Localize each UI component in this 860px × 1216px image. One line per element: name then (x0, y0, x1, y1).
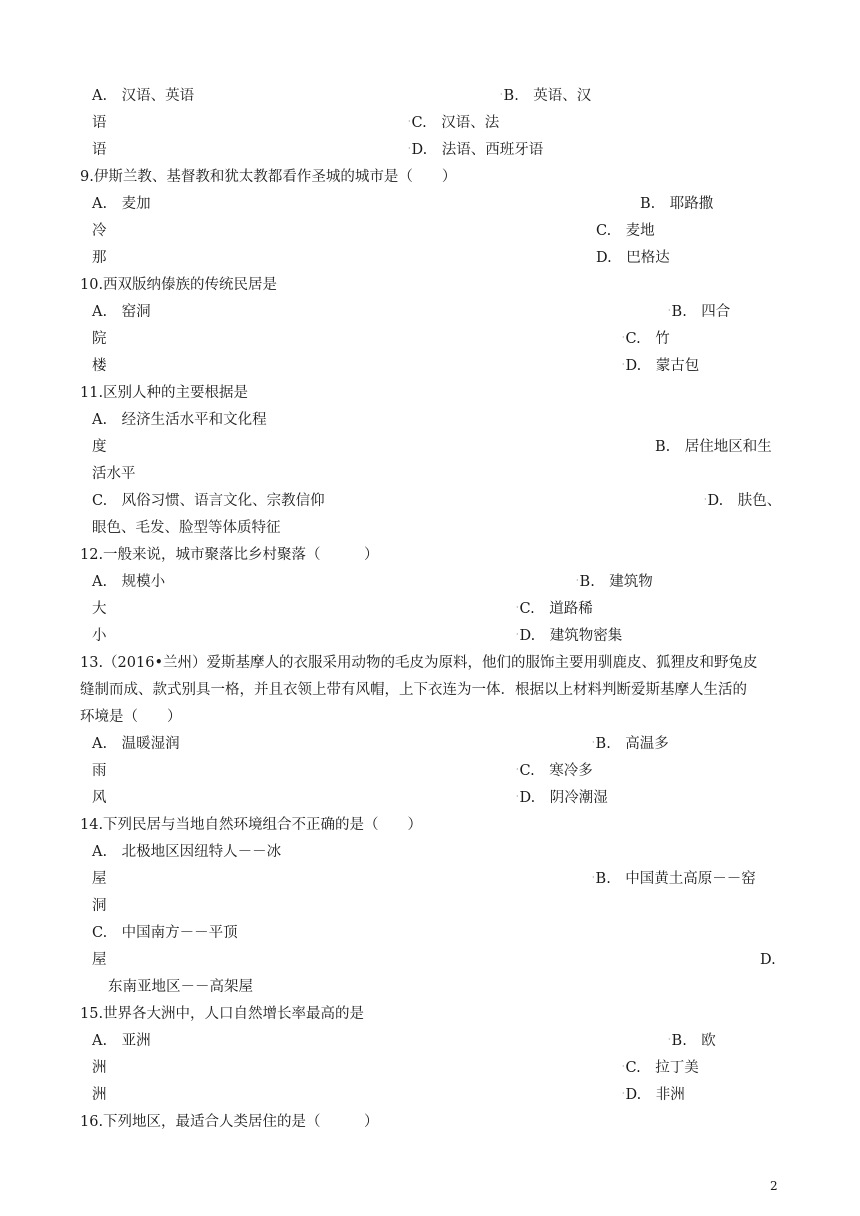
q14-option-a: A. 北极地区因纽特人－－冰 (92, 844, 282, 860)
q10-stem: 10.西双版纳傣族的传统民居是 (80, 277, 278, 293)
q13-option-d: · D. 阴冷潮湿 (516, 789, 608, 809)
q10-option-c: · C. 竹 (622, 330, 670, 350)
q10-option-b: · B. 四合 (668, 303, 730, 323)
page-number: 2 (770, 1179, 778, 1193)
q9-option-d: D. 巴格达 (596, 250, 670, 266)
q15-wrap-2: 洲 (92, 1087, 107, 1103)
q11-wrap-3: 眼色、毛发、脸型等体质特征 (92, 520, 281, 536)
q13-wrap-1: 雨 (92, 763, 107, 779)
q15-option-d: · D. 非洲 (622, 1086, 685, 1106)
q10-option-a: A. 窑洞 (92, 304, 151, 320)
q11-stem: 11.区别人种的主要根据是 (80, 385, 249, 401)
q14-wrap-2: 洞 (92, 898, 107, 914)
q14-wrap-4: 东南亚地区－－高架屋 (108, 979, 253, 995)
q9-option-c: C. 麦地 (596, 223, 655, 239)
q8-wrap-2: 语 (92, 142, 107, 158)
q8-option-a: A. 汉语、英语 (92, 88, 195, 104)
q13-option-a: A. 温暖湿润 (92, 736, 180, 752)
q13-wrap-2: 风 (92, 790, 107, 806)
q9-wrap-2: 那 (92, 250, 107, 266)
q10-option-d: · D. 蒙古包 (622, 357, 699, 377)
q15-option-b: · B. 欧 (668, 1032, 716, 1052)
q14-option-c: C. 中国南方－－平顶 (92, 925, 238, 941)
q12-option-b: · B. 建筑物 (576, 573, 653, 593)
q15-wrap-1: 洲 (92, 1060, 107, 1076)
q12-stem: 12.一般来说，城市聚落比乡村聚落（ ） (80, 547, 379, 563)
q12-wrap-1: 大 (92, 601, 107, 617)
q11-option-a: A. 经济生活水平和文化程 (92, 412, 267, 428)
q11-wrap-2: 活水平 (92, 466, 136, 482)
q15-stem: 15.世界各大洲中，人口自然增长率最高的是 (80, 1006, 365, 1022)
q9-option-a: A. 麦加 (92, 196, 151, 212)
q9-option-b: B. 耶路撒 (640, 196, 714, 212)
q13-option-c: · C. 寒冷多 (516, 762, 593, 782)
q14-option-d: D. (760, 952, 776, 968)
q14-stem: 14.下列民居与当地自然环境组合不正确的是（ ） (80, 817, 423, 833)
q12-option-d: · D. 建筑物密集 (516, 627, 622, 647)
q12-option-a: A. 规模小 (92, 574, 166, 590)
q11-wrap-1: 度 (92, 439, 107, 455)
q15-option-c: · C. 拉丁美 (622, 1059, 699, 1079)
q11-option-d: · D. 肤色、 (704, 492, 781, 512)
q11-option-b: B. 居住地区和生 (655, 439, 772, 455)
q14-option-b: · B. 中国黄土高原－－窑 (592, 870, 756, 890)
q11-option-c: C. 风俗习惯、语言文化、宗教信仰 (92, 493, 325, 509)
q8-option-c: · C. 汉语、法 (408, 114, 499, 134)
q13-stem-line-2: 缝制而成、款式别具一格，并且衣领上带有风帽，上下衣连为一体．根据以上材料判断爱斯基摩人生活的 (80, 682, 747, 698)
q8-wrap-1: 语 (92, 115, 107, 131)
q8-option-b: · B. 英语、汉 (500, 87, 591, 107)
q14-wrap-3: 屋 (92, 952, 107, 968)
q15-option-a: A. 亚洲 (92, 1033, 151, 1049)
q8-option-d: · D. 法语、西班牙语 (408, 141, 543, 161)
q16-stem: 16.下列地区，最适合人类居住的是（ ） (80, 1114, 379, 1130)
q9-wrap-1: 冷 (92, 223, 107, 239)
q10-wrap-2: 楼 (92, 358, 107, 374)
q13-option-b: · B. 高温多 (592, 735, 669, 755)
q10-wrap-1: 院 (92, 331, 107, 347)
q12-option-c: · C. 道路稀 (516, 600, 593, 620)
q13-stem-line-1: 13.（2016•兰州）爱斯基摩人的衣服采用动物的毛皮为原料，他们的服饰主要用驯鹿皮、狐狸皮和野兔皮 (80, 655, 758, 671)
q13-stem-line-3: 环境是（ ） (80, 709, 182, 725)
q14-wrap-1: 屋 (92, 871, 107, 887)
q9-stem: 9.伊斯兰教、基督教和犹太教都看作圣城的城市是（ ） (80, 169, 457, 185)
q12-wrap-2: 小 (92, 628, 107, 644)
